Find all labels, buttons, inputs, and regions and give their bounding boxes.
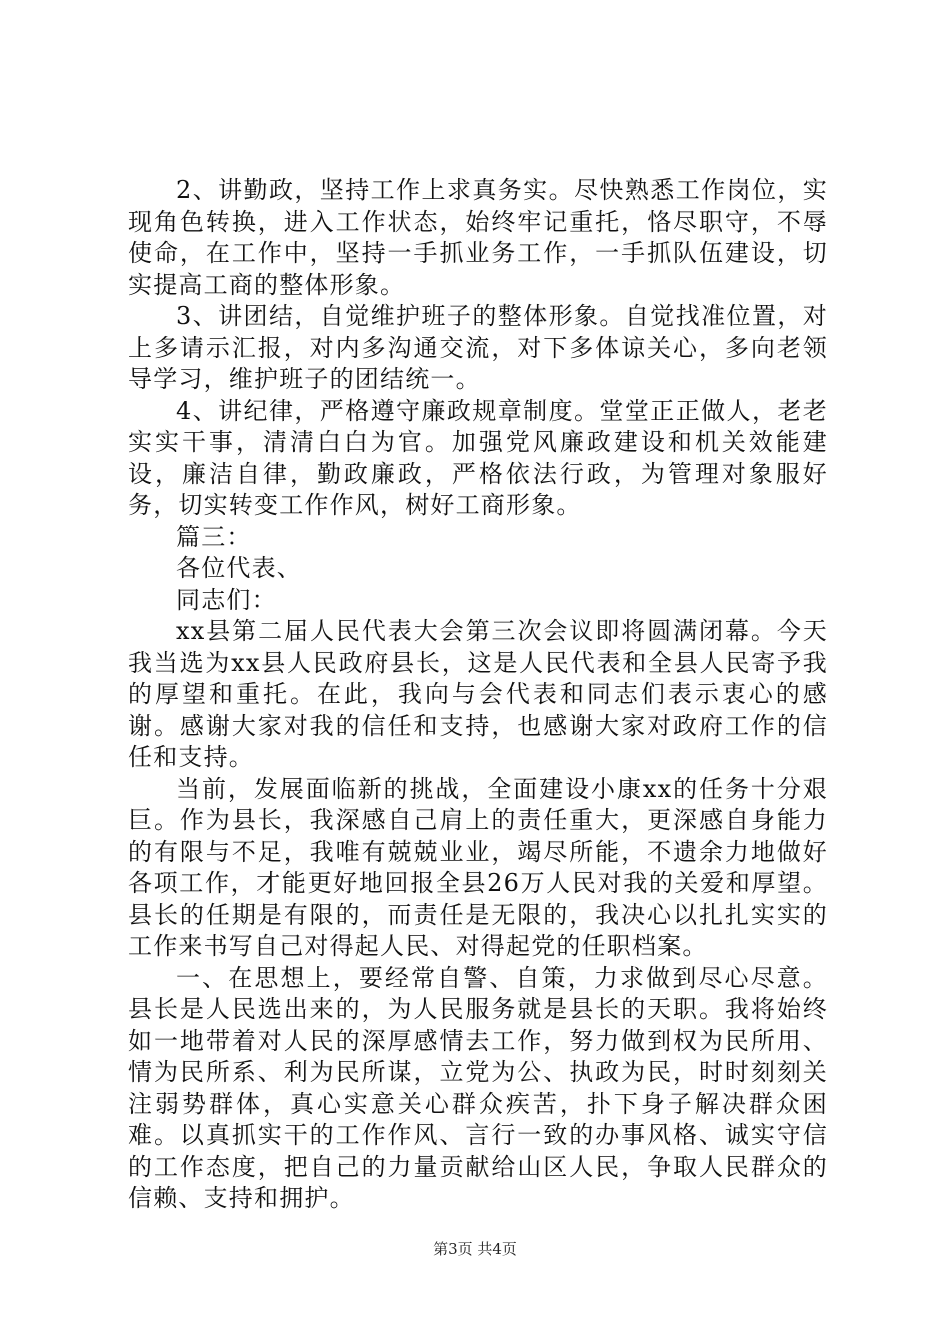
paragraph-thought: 一、在思想上，要经常自警、自策，力求做到尽心尽意。县长是人民选出来的，为人民服务就是县长的天职。我将始终如一地带着对人民的深厚感情去工作，努力做到权为民所用、情为民所系、利为民所谋，立党为公、执政为民，时时刻刻关注弱势群体，真心实意关心群众疾苦，扑下身子解决群众困难。以真抓实干的工作作风、言行一致的办事风格、诚实守信的工作态度，把自己的力量贡献给山区人民，争取人民群众的信赖、支持和拥护。 — [128, 963, 828, 1212]
paragraph-diligence: 2、讲勤政，坚持工作上求真务实。尽快熟悉工作岗位，实现角色转换，进入工作状态，始终牢记重托，恪尽职守，不辱使命，在工作中，坚持一手抓业务工作，一手抓队伍建设，切实提高工商的整体形象。 — [128, 176, 828, 299]
paragraph-discipline: 4、讲纪律，严格遵守廉政规章制度。堂堂正正做人，老老实实干事，清清白白为官。加强党风廉政建设和机关效能建设，廉洁自律，勤政廉政，严格依法行政，为管理对象服好务，切实转变工作作风，树好工商形象。 — [128, 396, 828, 519]
page-footer: 第3页 共4页 — [433, 1240, 517, 1258]
salutation-comrades: 同志们： — [176, 585, 277, 614]
paragraph-closing-meeting: xx县第二届人民代表大会第三次会议即将圆满闭幕。今天我当选为xx县人民政府县长，这是人民代表和全县人民寄予我的厚望和重托。在此，我向与会代表和同志们表示衷心的感谢。感谢大家对我的信任和支持，也感谢大家对政府工作的信任和支持。 — [128, 617, 828, 771]
section-heading: 篇三： — [176, 522, 252, 551]
salutation-delegates: 各位代表、 — [176, 554, 302, 582]
document-body — [128, 175, 828, 1215]
paragraph-unity: 3、讲团结，自觉维护班子的整体形象。自觉找准位置，对上多请示汇报，对内多沟通交流，对下多体谅关心，多向老领导学习，维护班子的团结统一。 — [128, 302, 828, 393]
paragraph-current-challenges: 当前，发展面临新的挑战，全面建设小康xx的任务十分艰巨。作为县长，我深感自己肩上的责任重大，更深感自身能力的有限与不足，我唯有兢兢业业，竭尽所能，不遗余力地做好各项工作，才能更好地回报全县26万人民对我的关爱和厚望。县长的任期是有限的，而责任是无限的，我决心以扎扎实实的工作来书写自己对得起人民、对得起党的任职档案。 — [128, 774, 828, 960]
